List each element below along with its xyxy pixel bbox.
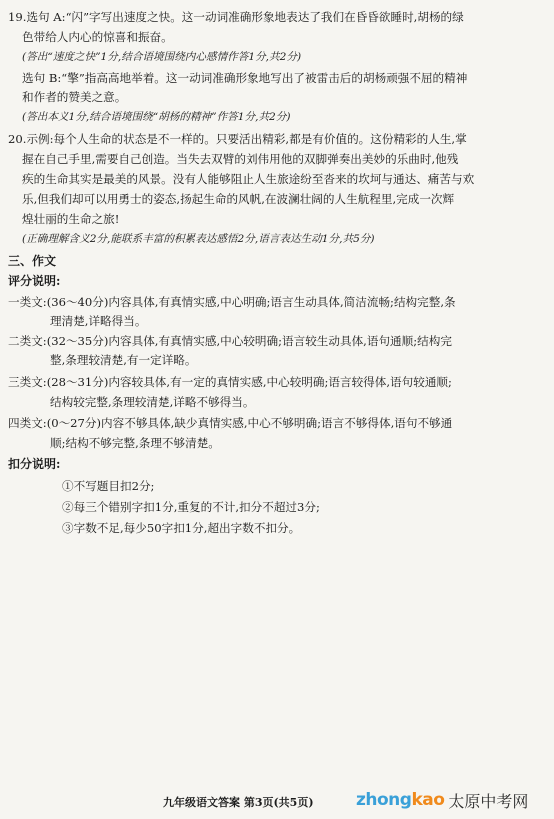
q19-option-b-line1: 选句 B:“擎”指高高地举着。这一动词准确形象地写出了被雷击后的胡杨顽强不屈的精神 [22,71,468,85]
class4-line1: 四类文:(0～27分)内容不够具体,缺少真情实感,中心不够明确;语言不够得体,语句不够通 [8,416,453,430]
class1-line2: 理清楚,详略得当。 [50,314,147,328]
q20-line2: 握在自己手里,需要自己创造。当失去双臂的刘伟用他的双脚弹奏出美妙的乐曲时,他残 [22,152,459,166]
class3-line1: 三类文:(28～31分)内容较具体,有一定的真情实感,中心较明确;语言较得体,语句较通顺; [8,375,452,389]
deduction-item-3: ③字数不足,每少50字扣1分,超出字数不扣分。 [62,521,301,535]
section-title-composition: 三、作文 [8,254,57,268]
class2-line1: 二类文:(32～35分)内容具体,有真情实感,中心较明确;语言较生动具体,语句通顺;结构完 [8,334,452,348]
class1-line1: 一类文:(36～40分)内容具体,有真情实感,中心明确;语言生动具体,简洁流畅;结构完整,条 [8,295,456,309]
logo-text-site-name: 太原中考网 [448,791,529,811]
q19-option-b-scoring-note: (答出本义1分,结合语境围绕“胡杨的精神”作答1分,共2分) [22,111,291,123]
q19-option-a-line2: 色带给人内心的惊喜和振奋。 [22,30,173,44]
logo-text-kao: kao [411,790,445,810]
deduction-item-2: ②每三个错别字扣1分,重复的不计,扣分不超过3分; [62,500,320,514]
page-footer: 九年级语文答案 第3页(共5页) [163,796,314,809]
deduction-item-1: ①不写题目扣2分; [62,479,155,493]
q20-line1: 20.示例:每个人生命的状态是不一样的。只要活出精彩,都是有价值的。这份精彩的人生,掌 [8,132,467,146]
q19-option-a-scoring-note: (答出“速度之快”1分,结合语境围绕内心感情作答1分,共2分) [22,51,302,63]
class3-line2: 结构较完整,条理较清楚,详略不够得当。 [50,395,255,409]
q19-option-b-line2: 和作者的赞美之意。 [22,90,127,104]
logo-text-zhong: zhong [356,790,412,810]
q20-line3: 疾的生命其实是最美的风景。没有人能够阻止人生旅途纷至沓来的坎坷与通达、痛苦与欢 [22,172,475,186]
criteria-title: 评分说明: [8,274,61,288]
q20-line5: 煌壮丽的生命之旅! [22,212,120,226]
q19-option-a-line1: 19.选句 A:“闪”字写出速度之快。这一动词准确形象地表达了我们在昏昏欲睡时,胡杨的绿 [8,10,464,24]
class4-line2: 顺;结构不够完整,条理不够清楚。 [50,436,220,450]
class2-line2: 整,条理较清楚,有一定详略。 [50,353,197,367]
q20-line4: 乐,但我们却可以用勇士的姿态,扬起生命的风帆,在波澜壮阔的人生航程里,完成一次辉 [22,192,455,206]
deduction-title: 扣分说明: [8,457,61,471]
site-logo [356,789,528,811]
q20-scoring-note: (正确理解含义2分,能联系丰富的积累表达感悟2分,语言表达生动1分,共5分) [22,233,375,245]
